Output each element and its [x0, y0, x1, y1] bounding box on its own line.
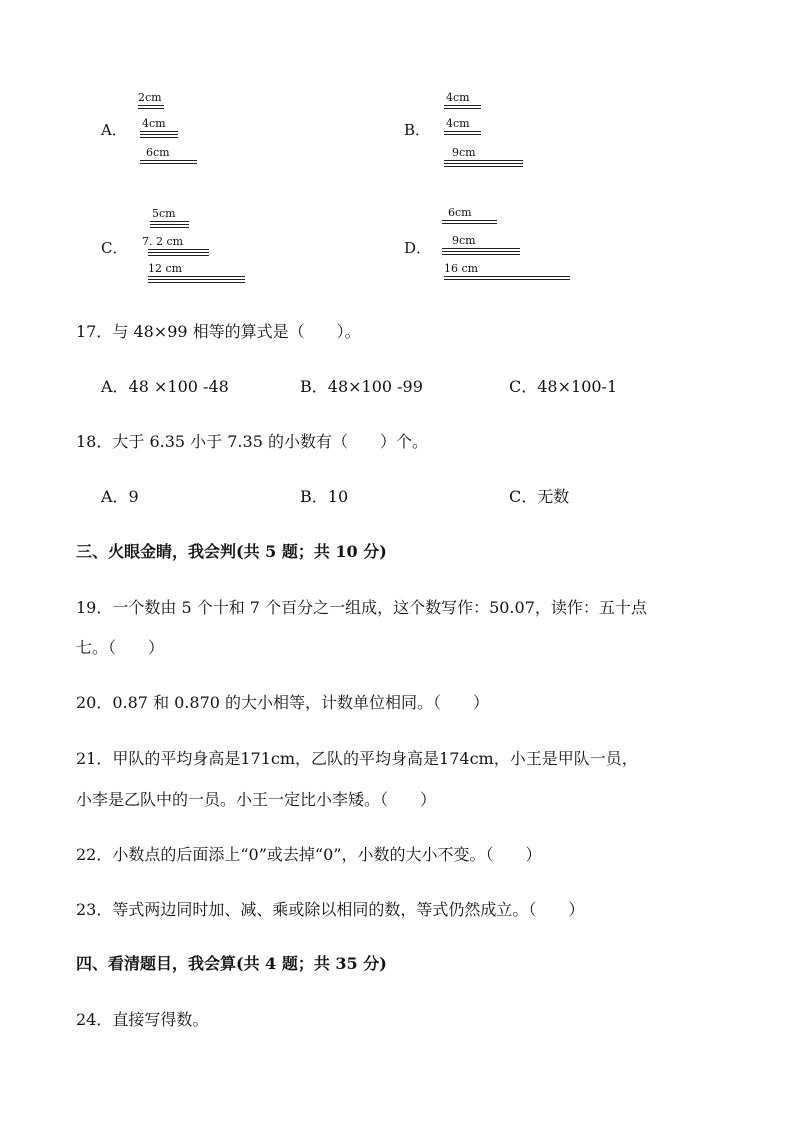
q21-line-1: 21．甲队的平均身高是171cm，乙队的平均身高是174cm，小王是甲队一员，	[76, 749, 638, 768]
stick-label: 6cm	[146, 146, 170, 159]
q17-option-c[interactable]: C．48×100-1	[509, 377, 618, 396]
q18-option-b[interactable]: B．10	[300, 487, 349, 506]
q19-line-2: 七。（ ）	[76, 638, 165, 657]
q24: 24．直接写得数。	[76, 1010, 209, 1029]
section-3-heading: 三、火眼金睛，我会判(共 5 题；共 10 分)	[76, 542, 387, 561]
q17-option-b[interactable]: B．48×100 -99	[300, 377, 423, 396]
stick-label: 5cm	[152, 207, 176, 220]
q18-option-c[interactable]: C．无数	[509, 487, 570, 506]
q17-option-a[interactable]: A．48 ×100 -48	[101, 377, 229, 396]
stick-label: 4cm	[446, 117, 470, 130]
stick-label: 6cm	[448, 206, 472, 219]
stick-label: 16 cm	[444, 262, 479, 275]
q20: 20．0.87 和 0.870 的大小相等，计数单位相同。（ ）	[76, 693, 490, 712]
q19-line-1: 19．一个数由 5 个十和 7 个百分之一组成，这个数写作：50.07，读作：五十点	[76, 598, 647, 617]
stick-label: 12 cm	[148, 262, 183, 275]
stick-label: 9cm	[452, 234, 476, 247]
stick-label: 4cm	[142, 117, 166, 130]
option-letter-b: B．	[404, 121, 431, 139]
option-letter-d: D．	[404, 239, 432, 257]
option-letter-a: A．	[101, 121, 127, 139]
q22: 22．小数点的后面添上“0”或去掉“0”，小数的大小不变。（ ）	[76, 845, 542, 864]
stick-label: 9cm	[452, 146, 476, 159]
stick-label: 7. 2 cm	[142, 235, 184, 248]
q18-option-a[interactable]: A．9	[101, 487, 139, 506]
stick-label: 4cm	[446, 91, 470, 104]
stick-label: 2cm	[138, 91, 162, 104]
q17-stem: 17．与 48×99 相等的算式是（ ）。	[76, 322, 361, 341]
section-4-heading: 四、看清题目，我会算(共 4 题；共 35 分)	[76, 954, 387, 973]
q23: 23．等式两边同时加、减、乘或除以相同的数，等式仍然成立。（ ）	[76, 900, 585, 919]
q18-stem: 18．大于 6.35 小于 7.35 的小数有（ ）个。	[76, 432, 428, 451]
q21-line-2: 小李是乙队中的一员。小王一定比小李矮。（ ）	[76, 790, 437, 809]
option-letter-c: C．	[101, 239, 128, 257]
